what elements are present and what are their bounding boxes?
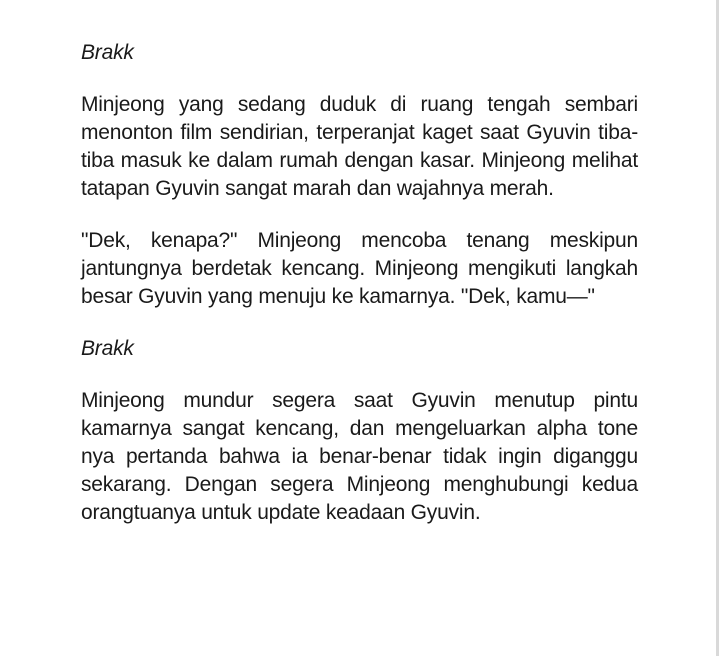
- story-text: [81, 39, 638, 527]
- paragraph-1: Minjeong yang sedang duduk di ruang tengah sembari menonton film sendirian, terperanjat kaget saat Gyuvin tiba-tiba masuk ke dalam rumah dengan kasar. Minjeong melihat tatapan Gyuvin sangat marah dan wajahnya merah.: [81, 93, 638, 200]
- paragraph-3: Minjeong mundur segera saat Gyuvin menutup pintu kamarnya sangat kencang, dan mengeluarkan alpha tone nya pertanda bahwa ia benar-benar tidak ingin diganggu sekarang. Dengan segera Minjeong menghubungi kedua orangtuanya untuk update keadaan Gyuvin.: [81, 389, 638, 524]
- sound-effect-2: Brakk: [81, 337, 134, 360]
- sound-effect-1: Brakk: [81, 41, 134, 64]
- paragraph-2: "Dek, kenapa?" Minjeong mencoba tenang meskipun jantungnya berdetak kencang. Minjeong mengikuti langkah besar Gyuvin yang menuju ke kamarnya. "Dek, kamu—": [81, 229, 638, 308]
